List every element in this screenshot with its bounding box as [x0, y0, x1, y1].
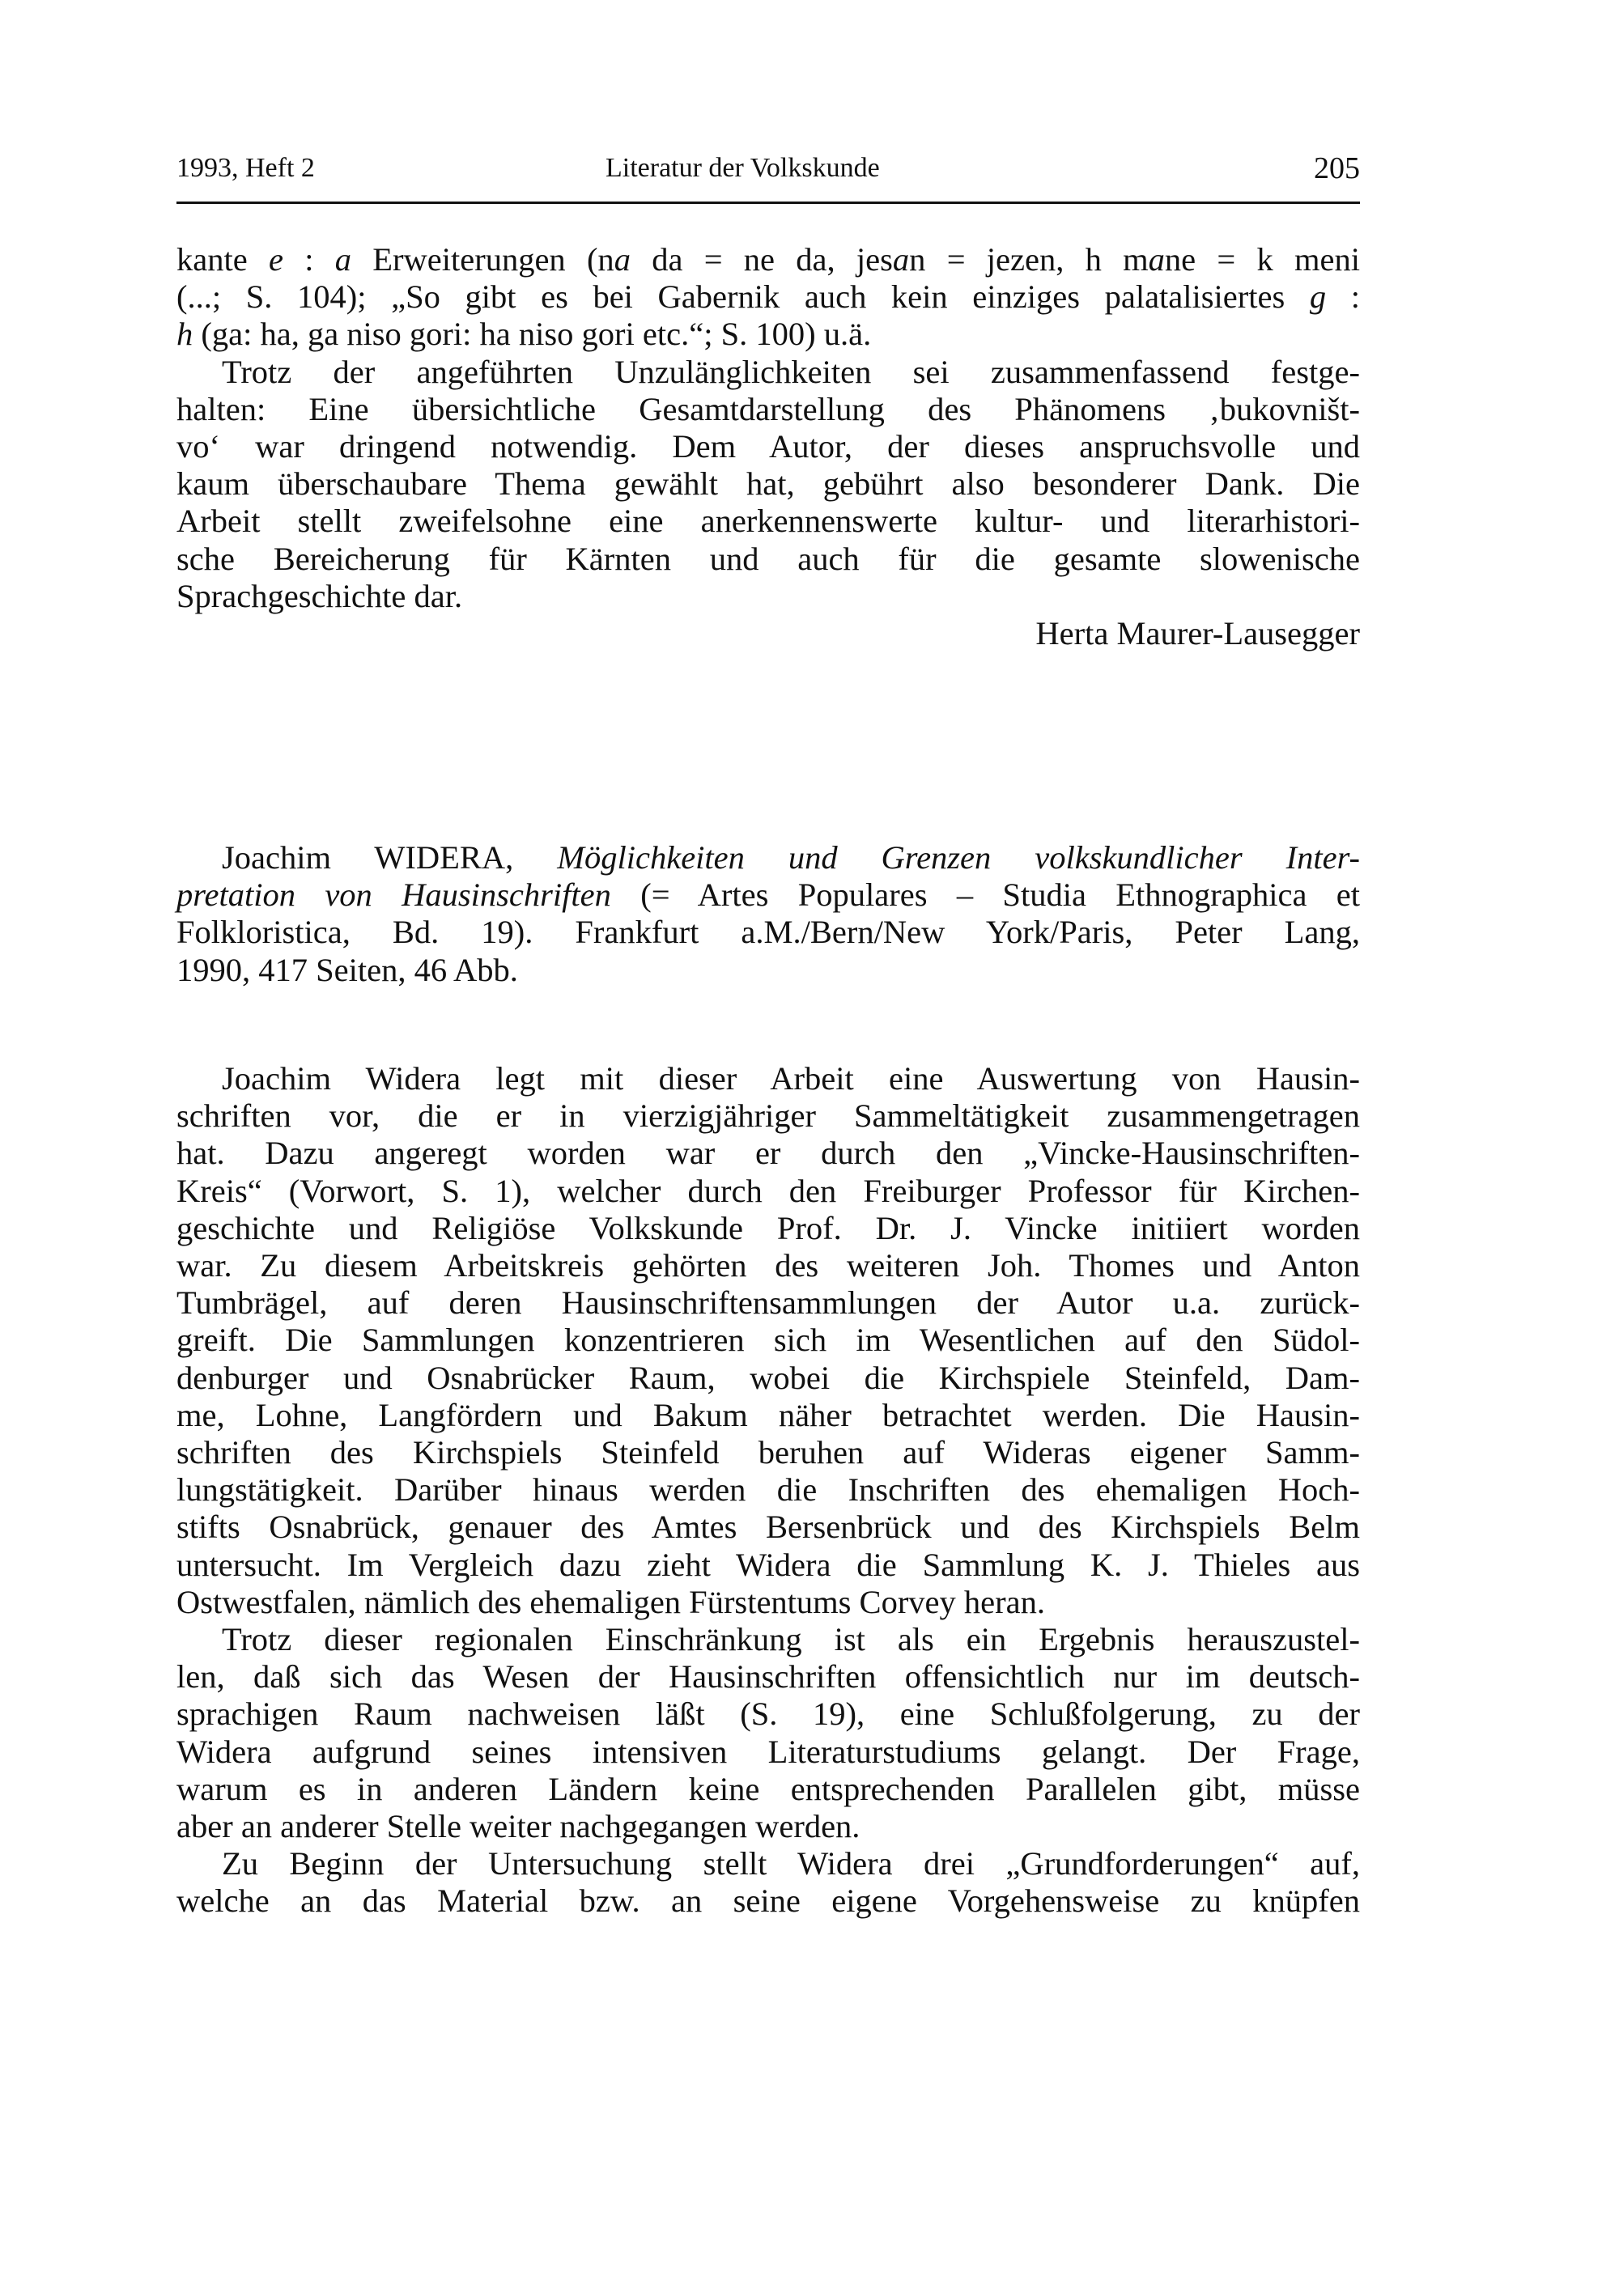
book-series: (= Artes Populares – Studia Ethnographica et	[610, 876, 1360, 914]
body-paragraph	[176, 1845, 1360, 1920]
text-line: untersucht. Im Vergleich dazu zieht Widera die Sammlung K. J. Thieles aus	[176, 1546, 1360, 1583]
text-line: Arbeit stellt zweifelsohne eine anerkennenswerte kultur- und literarhistori-	[176, 503, 1360, 540]
text-line: Widera aufgrund seines intensiven Literaturstudiums gelangt. Der Frage,	[176, 1733, 1360, 1770]
citation-line-4: 1990, 417 Seiten, 46 Abb.	[176, 951, 518, 988]
conclusion-paragraph	[176, 354, 1360, 615]
text-line: vo‘ war dringend notwendig. Dem Autor, der dieses anspruchsvolle und	[176, 428, 1360, 465]
reviewer-signature: Herta Maurer-Lausegger	[1035, 615, 1360, 652]
citation-line-1	[176, 839, 1360, 876]
text-line: halten: Eine übersichtliche Gesamtdarstellung des Phänomens ‚bukovništ-	[176, 390, 1360, 427]
book-title-part-1: Möglichkeiten und Grenzen volkskundlicher Inter-	[557, 839, 1360, 876]
text-line: Joachim Widera legt mit dieser Arbeit eine Auswertung von Hausin-	[222, 1060, 1360, 1097]
section-title: Literatur der Volkskunde	[606, 153, 880, 183]
text-line: aber an anderer Stelle weiter nachgegangen werden.	[176, 1808, 860, 1845]
text-line: sprachigen Raum nachweisen läßt (S. 19), eine Schlußfolgerung, zu der	[176, 1695, 1360, 1733]
review-2-citation	[176, 839, 1360, 989]
review-2-body	[176, 1060, 1360, 1920]
text-line: greift. Die Sammlungen konzentrieren sich im Wesentlichen auf den Südol-	[176, 1322, 1360, 1359]
header-rule	[176, 202, 1360, 204]
text-line: len, daß sich das Wesen der Hausinschriften offensichtlich nur im deutsch-	[176, 1658, 1360, 1695]
text-line: h (ga: ha, ga niso gori: ha niso gori etc.“; S. 100) u.ä.	[176, 316, 872, 353]
text-line: Sprachgeschichte dar.	[176, 577, 463, 614]
review-1-continuation	[176, 241, 1360, 652]
text-line: Trotz der angeführten Unzulänglichkeiten sei zusammenfassend festge-	[222, 353, 1360, 390]
text-line: kaum überschaubare Thema gewählt hat, gebührt also besonderer Dank. Die	[176, 465, 1360, 503]
book-title-part-2: pretation von Hausinschriften	[176, 876, 611, 914]
text-line: lungstätigkeit. Darüber hinaus werden die Inschriften des ehemaligen Hoch-	[176, 1471, 1360, 1509]
text-line: (...; S. 104); „So gibt es bei Gabernik auch kein einziges palatalisiertes g :	[176, 278, 1360, 316]
text-line: schriften vor, die er in vierzigjähriger Sammeltätigkeit zusammengetragen	[176, 1097, 1360, 1135]
text-line: warum es in anderen Ländern keine entsprechenden Parallelen gibt, müsse	[176, 1770, 1360, 1807]
text-line: war. Zu diesem Arbeitskreis gehörten des weiteren Joh. Thomes und Anton	[176, 1247, 1360, 1284]
page-number: 205	[1314, 151, 1360, 185]
continuation-paragraph	[176, 241, 1360, 354]
issue-label: 1993, Heft 2	[176, 153, 315, 183]
citation-line-3: Folkloristica, Bd. 19). Frankfurt a.M./Bern/New York/Paris, Peter Lang,	[176, 914, 1360, 951]
text-line: Zu Beginn der Untersuchung stellt Widera drei „Grundforderungen“ auf,	[222, 1845, 1360, 1882]
text-line: Kreis“ (Vorwort, S. 1), welcher durch den Freiburger Professor für Kirchen-	[176, 1172, 1360, 1209]
text-line: welche an das Material bzw. an seine eigene Vorgehensweise zu knüpfen	[176, 1882, 1360, 1920]
text-line: schriften des Kirchspiels Steinfeld beruhen auf Wideras eigener Samm-	[176, 1434, 1360, 1471]
text-line: stifts Osnabrück, genauer des Amtes Bersenbrück und des Kirchspiels Belm	[176, 1509, 1360, 1546]
text-line: geschichte und Religiöse Volkskunde Prof. Dr. J. Vincke initiiert worden	[176, 1209, 1360, 1246]
body-paragraph	[176, 1621, 1360, 1845]
text-line: denburger und Osnabrücker Raum, wobei die Kirchspiele Steinfeld, Dam-	[176, 1359, 1360, 1396]
text-line: Ostwestfalen, nämlich des ehemaligen Fürstentums Corvey heran.	[176, 1583, 1045, 1620]
body-paragraph	[176, 1060, 1360, 1621]
book-author: Joachim WIDERA,	[222, 839, 514, 876]
text-line: kante e : a Erweiterungen (na da = ne da, jesan = jezen, h mane = k meni	[176, 241, 1360, 278]
text-line: Trotz dieser regionalen Einschränkung ist als ein Ergebnis herauszustel-	[222, 1621, 1360, 1658]
text-line: sche Bereicherung für Kärnten und auch für die gesamte slowenische	[176, 540, 1360, 577]
running-header	[176, 151, 1360, 196]
text-line: me, Lohne, Langfördern und Bakum näher betrachtet werden. Die Hausin-	[176, 1396, 1360, 1433]
citation-line-2	[176, 876, 1360, 914]
text-line: hat. Dazu angeregt worden war er durch den „Vincke-Hausinschriften-	[176, 1135, 1360, 1172]
text-line: Tumbrägel, auf deren Hausinschriftensammlungen der Autor u.a. zurück-	[176, 1284, 1360, 1322]
